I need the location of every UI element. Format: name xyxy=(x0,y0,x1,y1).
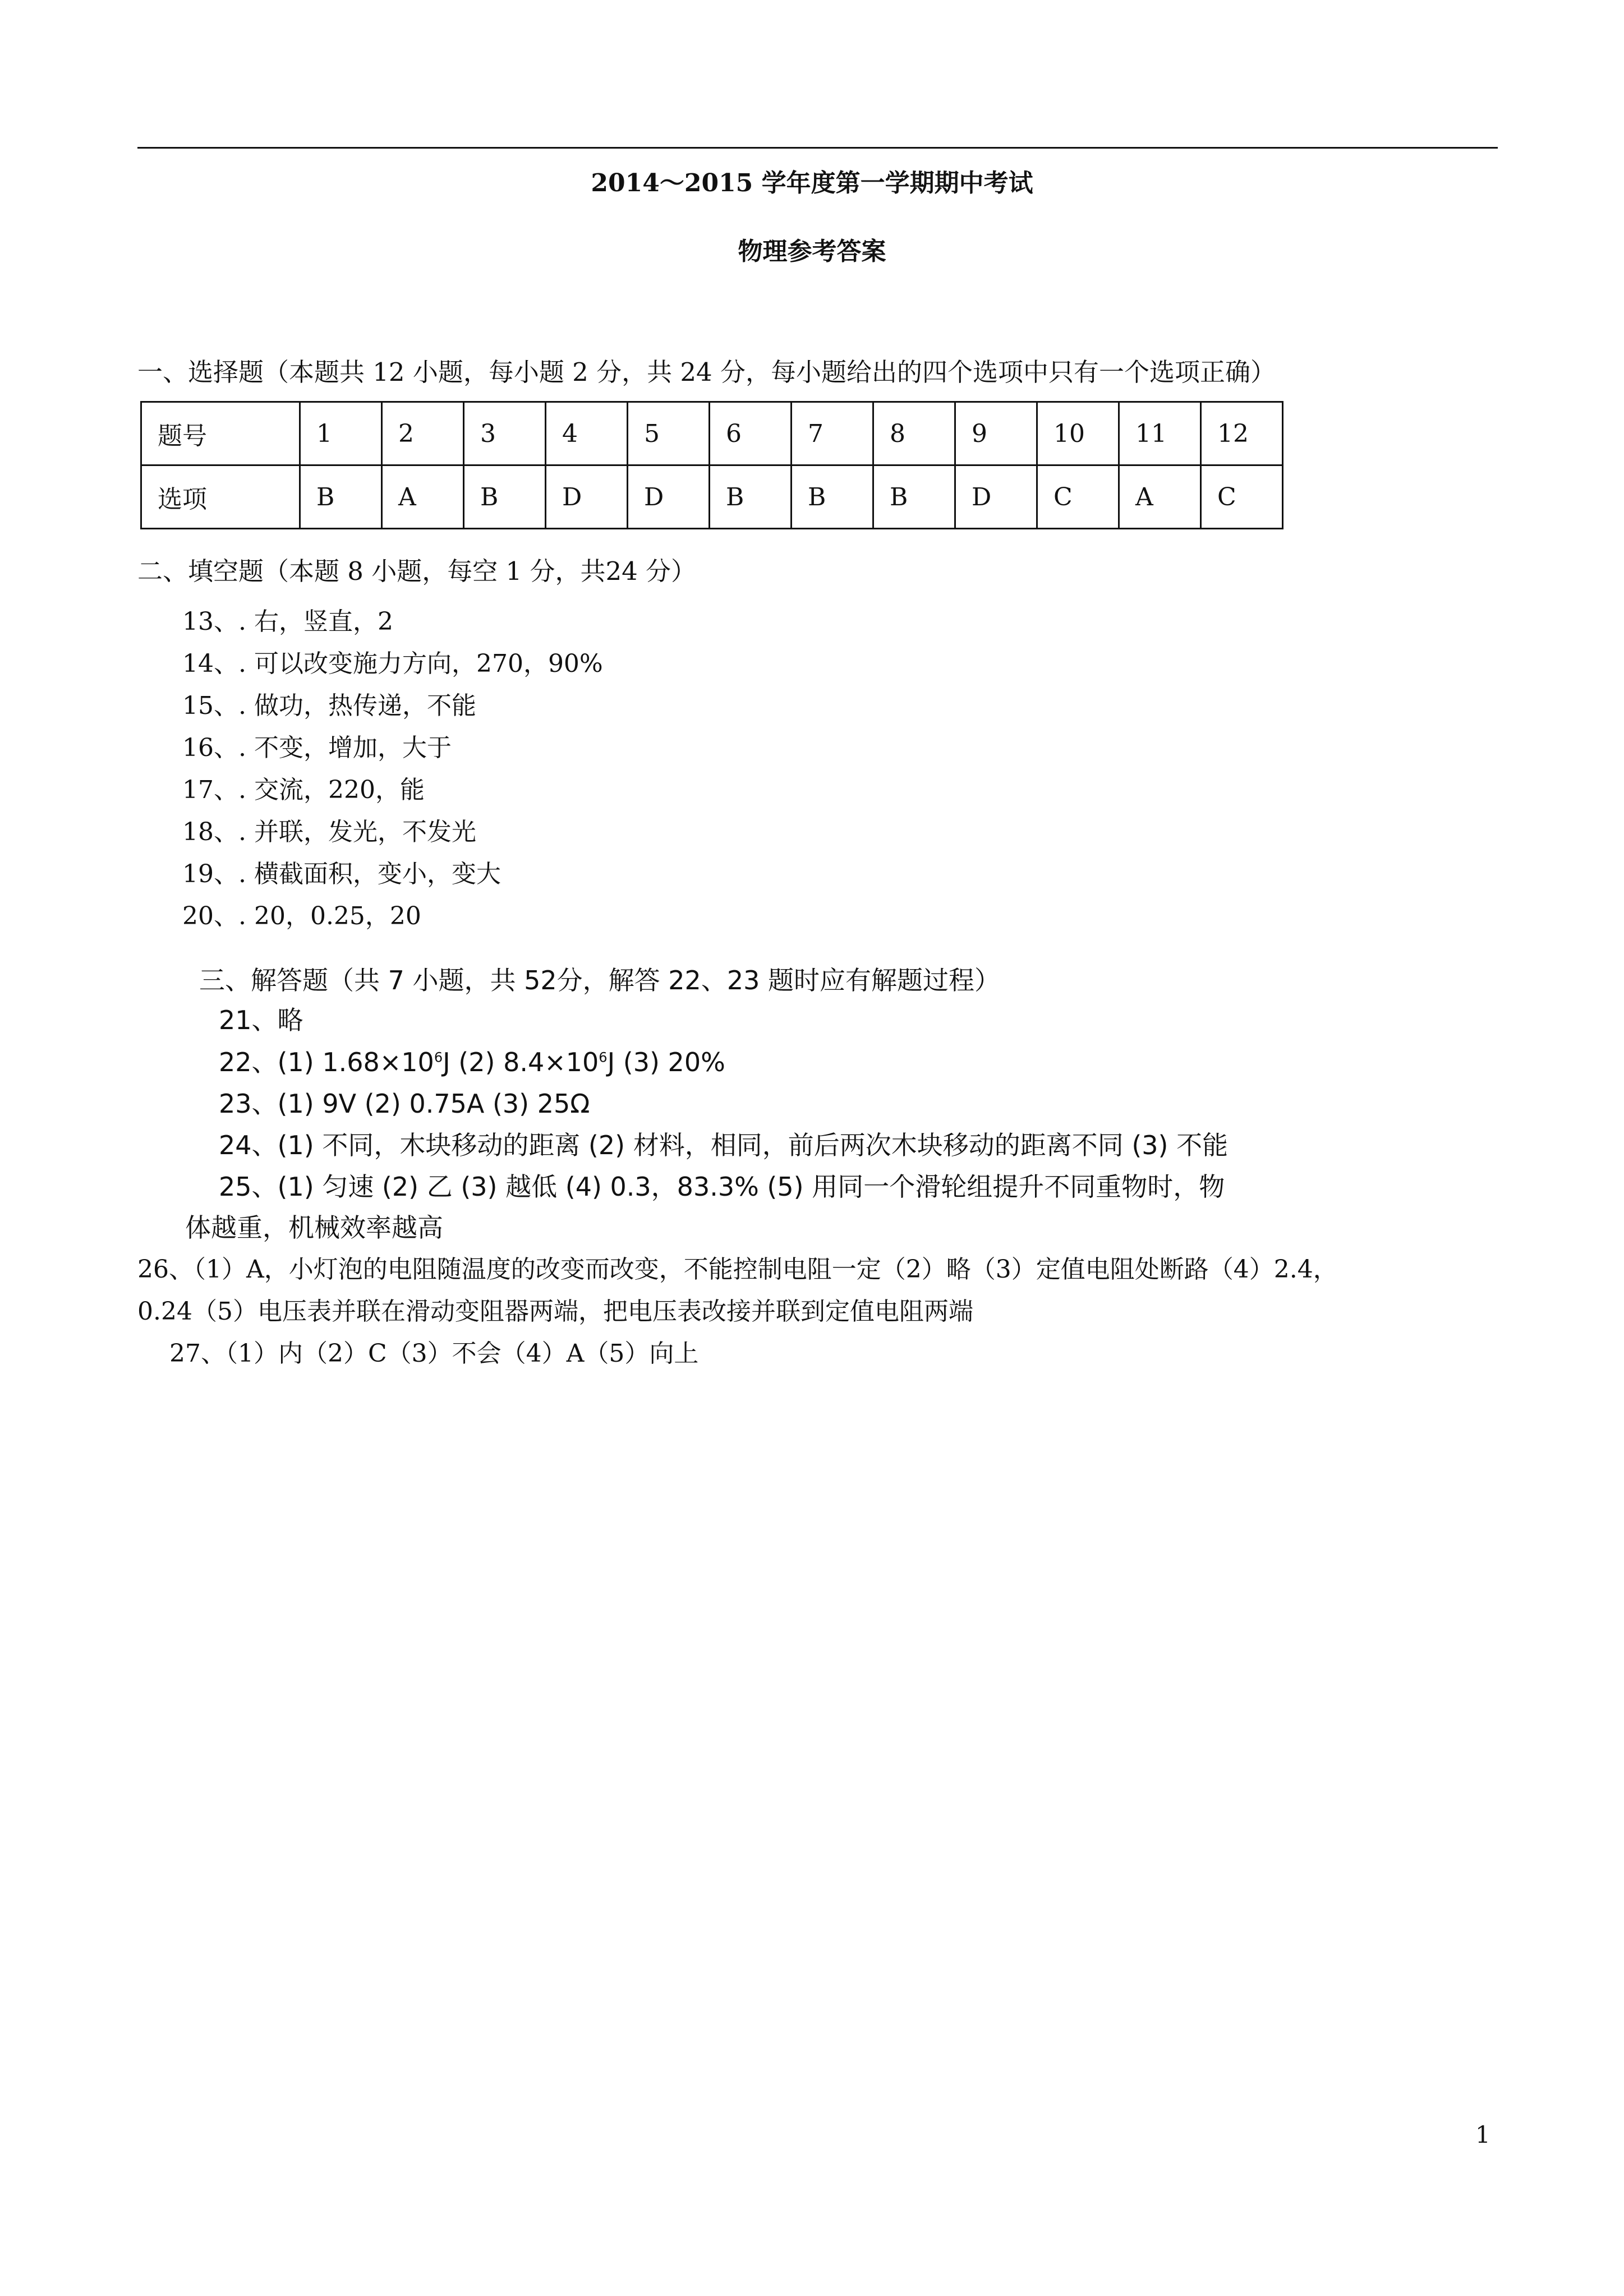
answer-25-line1: 25、(1) 匀速 (2) 乙 (3) 越低 (4) 0.3，83.3% (5) 用同一个滑轮组提升不同重物时，物 xyxy=(219,1172,1225,1202)
question-number-cell: 7 xyxy=(792,402,873,465)
answer-25-line2: 体越重，机械效率越高 xyxy=(185,1212,443,1243)
fill-answer-16: 16、. 不变，增加，大于 xyxy=(182,734,452,762)
page-subtitle: 物理参考答案 xyxy=(738,237,886,266)
answer-22-part: J (3) 20% xyxy=(607,1047,725,1077)
question-number-cell: 10 xyxy=(1037,402,1119,465)
answer-23: 23、(1) 9V (2) 0.75A (3) 25Ω xyxy=(219,1089,590,1119)
answer-cell: C xyxy=(1037,465,1119,529)
fill-answer-14: 14、. 可以改变施力方向，270，90% xyxy=(182,649,603,678)
answer-cell: B xyxy=(710,465,792,529)
answer-27: 27、（1）内（2）C（3）不会（4）A（5）向上 xyxy=(169,1339,699,1368)
answer-cell: D xyxy=(628,465,710,529)
exponent: 6 xyxy=(434,1049,443,1066)
answer-cell: A xyxy=(382,465,464,529)
answer-cell: B xyxy=(300,465,382,529)
exponent: 6 xyxy=(599,1049,608,1066)
fill-answer-20: 20、. 20，0.25，20 xyxy=(182,902,421,930)
question-number-cell: 6 xyxy=(710,402,792,465)
answer-21: 21、略 xyxy=(219,1005,303,1035)
answer-22-part: J (2) 8.4×10 xyxy=(443,1047,599,1077)
answer-26-line1: 26、（1）A，小灯泡的电阻随温度的改变而改变，不能控制电阻一定（2）略（3）定值电阻处断路（4）2.4， xyxy=(137,1255,1338,1284)
row-label-answer: 选项 xyxy=(141,465,300,529)
header-rule xyxy=(137,147,1498,149)
section1-heading: 一、选择题（本题共 12 小题，每小题 2 分，共 24 分，每小题给出的四个选项中只有一个选项正确） xyxy=(137,357,1276,387)
row-label-question-number: 题号 xyxy=(141,402,300,465)
answer-cell: D xyxy=(546,465,628,529)
answer-cell: B xyxy=(792,465,873,529)
answer-22-part: 22、(1) 1.68×10 xyxy=(219,1047,434,1077)
question-number-cell: 2 xyxy=(382,402,464,465)
table-row-answers xyxy=(141,465,1283,529)
page-number: 1 xyxy=(1475,2121,1490,2149)
question-number-cell: 4 xyxy=(546,402,628,465)
fill-answer-17: 17、. 交流，220，能 xyxy=(182,776,425,804)
section3-heading: 三、解答题（共 7 小题，共 52分，解答 22、23 题时应有解题过程） xyxy=(199,965,1000,995)
question-number-cell: 3 xyxy=(464,402,546,465)
answer-24: 24、(1) 不同，木块移动的距离 (2) 材料，相同，前后两次木块移动的距离不同 (3) 不能 xyxy=(219,1130,1229,1160)
fill-answer-18: 18、. 并联，发光，不发光 xyxy=(182,818,476,846)
answer-cell: B xyxy=(464,465,546,529)
table-row-question-numbers xyxy=(141,402,1283,465)
answer-cell: C xyxy=(1201,465,1283,529)
question-number-cell: 11 xyxy=(1119,402,1201,465)
question-number-cell: 12 xyxy=(1201,402,1283,465)
page-title: 2014～2015 学年度第一学期期中考试 xyxy=(591,169,1033,197)
answer-cell: B xyxy=(873,465,955,529)
section2-heading: 二、填空题（本题 8 小题，每空 1 分，共24 分） xyxy=(137,556,697,586)
answer-cell: A xyxy=(1119,465,1201,529)
answer-cell: D xyxy=(955,465,1037,529)
multiple-choice-answer-table xyxy=(140,401,1283,529)
question-number-cell: 1 xyxy=(300,402,382,465)
fill-answer-15: 15、. 做功，热传递，不能 xyxy=(182,691,476,720)
question-number-cell: 8 xyxy=(873,402,955,465)
question-number-cell: 9 xyxy=(955,402,1037,465)
fill-answer-19: 19、. 横截面积，变小，变大 xyxy=(182,860,501,888)
question-number-cell: 5 xyxy=(628,402,710,465)
fill-answer-13: 13、. 右，竖直，2 xyxy=(182,607,393,636)
answer-22 xyxy=(219,1042,725,1079)
answer-26-line2: 0.24（5）电压表并联在滑动变阻器两端，把电压表改接并联到定值电阻两端 xyxy=(137,1297,973,1326)
